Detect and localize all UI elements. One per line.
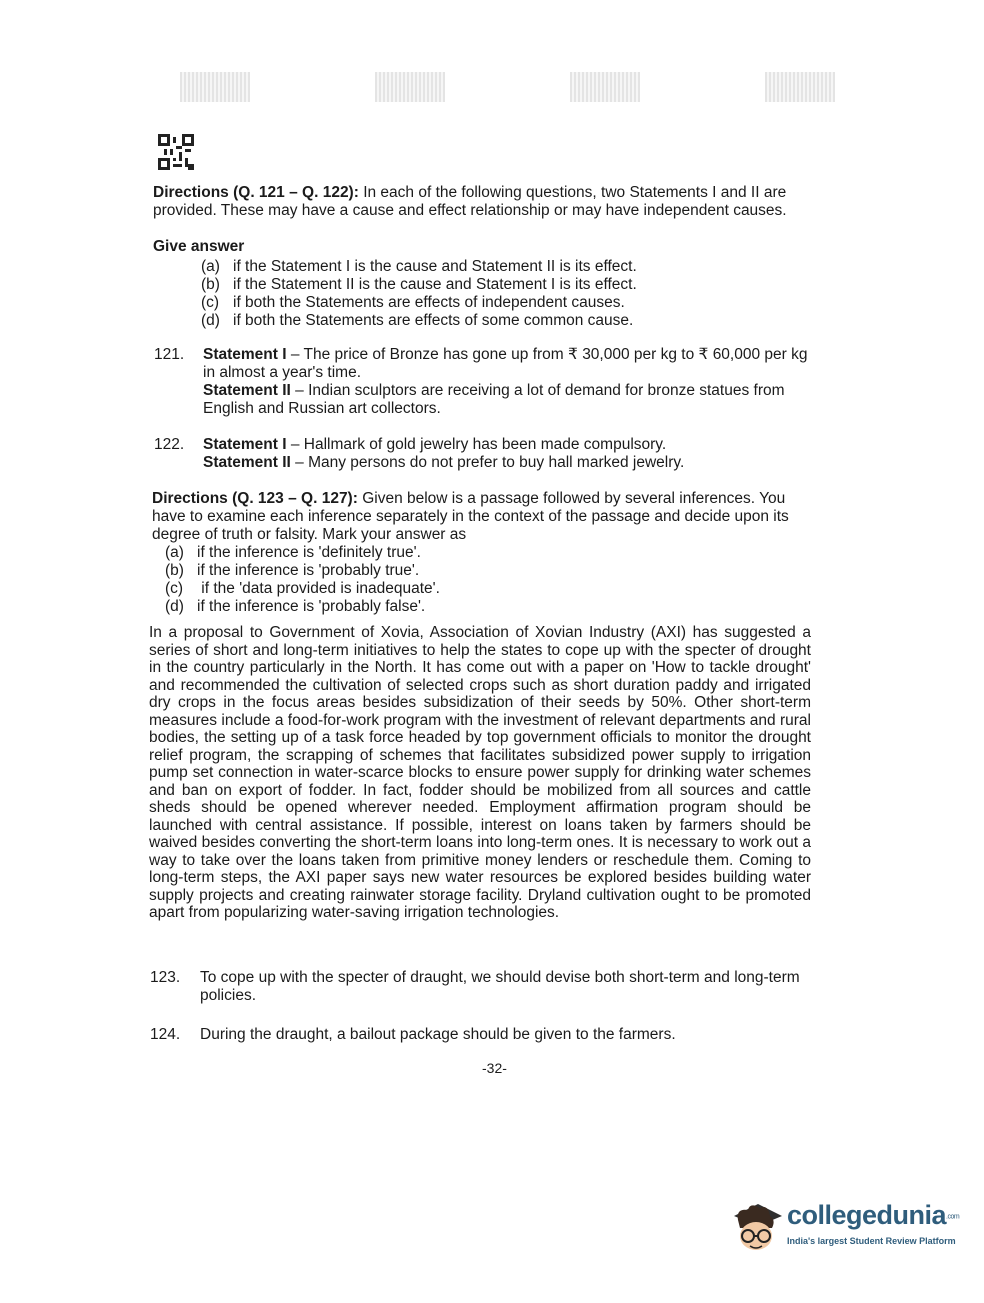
question-number: 121. — [154, 346, 185, 363]
answer-option — [201, 258, 637, 276]
option-label: (a) — [201, 258, 220, 275]
statement-1 — [203, 346, 811, 382]
option-label: (b) — [165, 562, 184, 579]
statement-2 — [203, 454, 811, 472]
option-text: if the Statement I is the cause and Statement II is its effect. — [233, 258, 637, 275]
statement-label: Statement II — [203, 382, 291, 399]
statement-label: Statement I — [203, 436, 287, 453]
directions-text: Given below is a passage followed by several inferences. You have to examine each inference separately in the context of the passage and decide upon its degree of truth or falsity. Mark your answer as — [152, 490, 789, 543]
question-number: 122. — [154, 436, 185, 453]
option-label: (a) — [165, 544, 184, 561]
option-label: (c) — [165, 580, 184, 597]
option-label: (d) — [201, 312, 220, 329]
statement-label: Statement II — [203, 454, 291, 471]
answer-option — [201, 312, 633, 330]
scan-smudge — [765, 72, 835, 102]
question-123-text: To cope up with the specter of draught, we should devise both short-term and long-term policies. — [200, 969, 800, 1004]
option-label: (d) — [165, 598, 184, 615]
statement-text: – Many persons do not prefer to buy hall marked jewelry. — [290, 454, 685, 471]
statement-label: Statement I — [203, 346, 287, 363]
question-122 — [203, 436, 811, 472]
answer-option — [165, 598, 425, 616]
page-number: -32- — [482, 1060, 507, 1076]
statement-text: – Indian sculptors are receiving a lot of demand for bronze statues from English and Russian art collectors. — [203, 382, 785, 417]
statement-text: – The price of Bronze has gone up from ₹ 30,000 per kg to ₹ 60,000 per kg in almost a year's time. — [203, 346, 808, 381]
directions-heading: Directions (Q. 121 – Q. 122): — [153, 184, 359, 201]
question-124-text: During the draught, a bailout package should be given to the farmers. — [200, 1026, 676, 1043]
give-answer-label: Give answer — [153, 238, 245, 255]
option-text: if the inference is 'probably true'. — [197, 562, 420, 579]
question-121 — [203, 346, 811, 418]
question-number: 123. — [150, 969, 181, 986]
statement-text: – Hallmark of gold jewelry has been made compulsory. — [286, 436, 667, 453]
directions-text: In each of the following questions, two Statements I and II are provided. These may have a cause and effect relationship or may have independent causes. — [153, 184, 787, 219]
option-text: if the inference is 'definitely true'. — [197, 544, 421, 561]
logo-name: collegedunia — [787, 1200, 947, 1230]
answer-option — [201, 294, 625, 312]
directions-121-122 — [153, 184, 813, 220]
option-text: if the 'data provided is inadequate'. — [197, 580, 440, 597]
answer-option — [165, 580, 440, 598]
answer-option — [165, 562, 419, 580]
option-text: if both the Statements are effects of independent causes. — [233, 294, 625, 311]
scan-smudge — [375, 72, 445, 102]
option-text: if the inference is 'probably false'. — [197, 598, 426, 615]
directions-123-127 — [152, 490, 812, 544]
collegedunia-logo — [728, 1198, 958, 1260]
statement-1 — [203, 436, 811, 454]
answer-option — [165, 544, 421, 562]
logo-tagline: India's largest Student Review Platform — [787, 1236, 956, 1246]
directions-heading: Directions (Q. 123 – Q. 127): — [152, 490, 358, 507]
passage-text: In a proposal to Government of Xovia, Association of Xovian Industry (AXI) has suggested a series of short and long-term initiatives to help the states to cope up with the specter of drought in the country particularly in the North. It has come out with a paper on 'How to tackle drought' and recommended the cultivation of selected crops such as short duration paddy and irrigated dry crops in the focus areas besides subsidization of their seeds by 50%. Other short-term measures include a food-for-work program with the investment of relevant departments and rural bodies, the setting up of a task force headed by top government officials to monitor the drought relief program, the scrapping of schemes that facilitates subsidized power supply to irrigation pump set connection in water-scarce blocks to ensure power supply for drinking water schemes and ban on export of fodder. In fact, fodder should be mobilized from all sources and cattle sheds should be opened wherever needed. Employment affirmation program should be launched with central assistance. If possible, interest on loans taken by farmers should be waived besides converting the short-term loans into long-term ones. It is necessary to work out a way to take over the loans taken from primitive money lenders or reschedule them. Coming to long-term steps, the AXI paper says new water resources be explored besides building water supply projects and creating rainwater storage facility. Dryland cultivation ought to be promoted apart from popularizing water-saving irrigation technologies. — [149, 624, 811, 921]
option-label: (b) — [201, 276, 220, 293]
statement-2 — [203, 382, 811, 418]
scan-smudge — [570, 72, 640, 102]
option-text: if both the Statements are effects of some common cause. — [233, 312, 634, 329]
qr-code-icon — [158, 134, 194, 170]
option-label: (c) — [201, 294, 220, 311]
option-text: if the Statement II is the cause and Statement I is its effect. — [233, 276, 637, 293]
scan-smudge — [180, 72, 250, 102]
logo-suffix: .com — [946, 1213, 960, 1221]
question-number: 124. — [150, 1026, 181, 1043]
answer-option — [201, 276, 637, 294]
mascot-icon — [728, 1198, 784, 1258]
logo-wordmark — [787, 1200, 959, 1231]
